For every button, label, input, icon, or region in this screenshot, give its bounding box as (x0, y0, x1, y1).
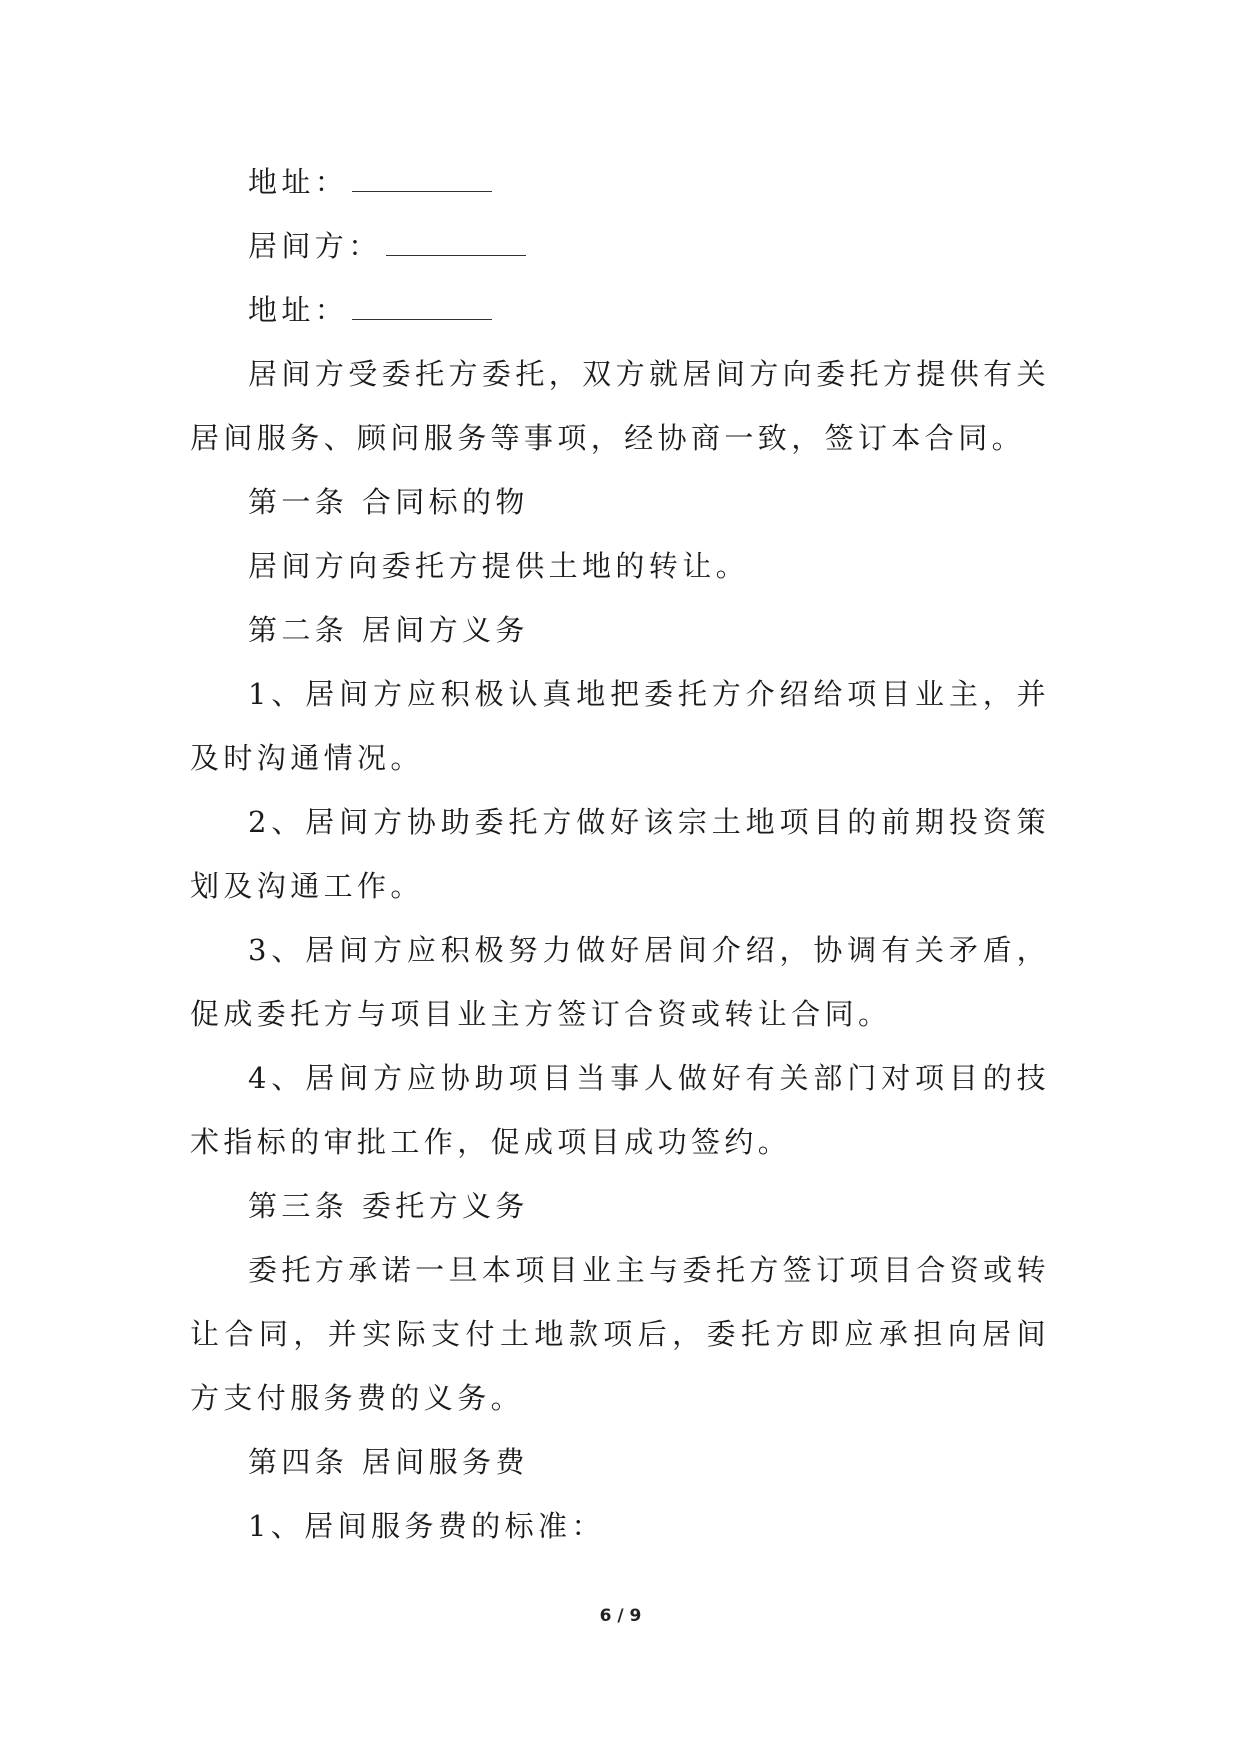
broker-address-label: 地址： (248, 293, 349, 327)
article-3-body: 委托方承诺一旦本项目业主与委托方签订项目合资或转让合同，并实际支付土地款项后，委托方即应承担向居间方支付服务费的义务。 (190, 1253, 1050, 1415)
article-3-heading: 第三条 委托方义务 (248, 1189, 529, 1223)
article-2-item-2: 2、居间方协助委托方做好该宗土地项目的前期投资策划及沟通工作。 (190, 805, 1050, 903)
address-line (190, 150, 1050, 214)
article-4-item-1: 1、居间服务费的标准： (248, 1509, 605, 1543)
article-1-heading: 第一条 合同标的物 (248, 485, 529, 519)
preamble-paragraph: 居间方受委托方委托，双方就居间方向委托方提供有关居间服务、顾问服务等事项，经协商一致，签订本合同。 (190, 357, 1050, 455)
address-blank (352, 167, 492, 192)
broker-address-blank (352, 295, 492, 320)
broker-label: 居间方： (248, 229, 382, 263)
article-2-item-4: 4、居间方应协助项目当事人做好有关部门对项目的技术指标的审批工作，促成项目成功签约。 (190, 1061, 1050, 1159)
address-label: 地址： (248, 165, 349, 199)
article-2-heading: 第二条 居间方义务 (248, 613, 529, 647)
article-2-item-1: 1、居间方应积极认真地把委托方介绍给项目业主，并及时沟通情况。 (190, 677, 1050, 775)
article-4-heading: 第四条 居间服务费 (248, 1445, 529, 1479)
article-1-body: 居间方向委托方提供土地的转让。 (248, 549, 750, 583)
article-2-item-3: 3、居间方应积极努力做好居间介绍，协调有关矛盾，促成委托方与项目业主方签订合资或转让合同。 (190, 933, 1050, 1031)
document-body (190, 150, 1050, 1558)
broker-line (190, 214, 1050, 278)
page-number: 6 / 9 (599, 1606, 642, 1626)
broker-address-line (190, 278, 1050, 342)
broker-blank (386, 231, 526, 256)
